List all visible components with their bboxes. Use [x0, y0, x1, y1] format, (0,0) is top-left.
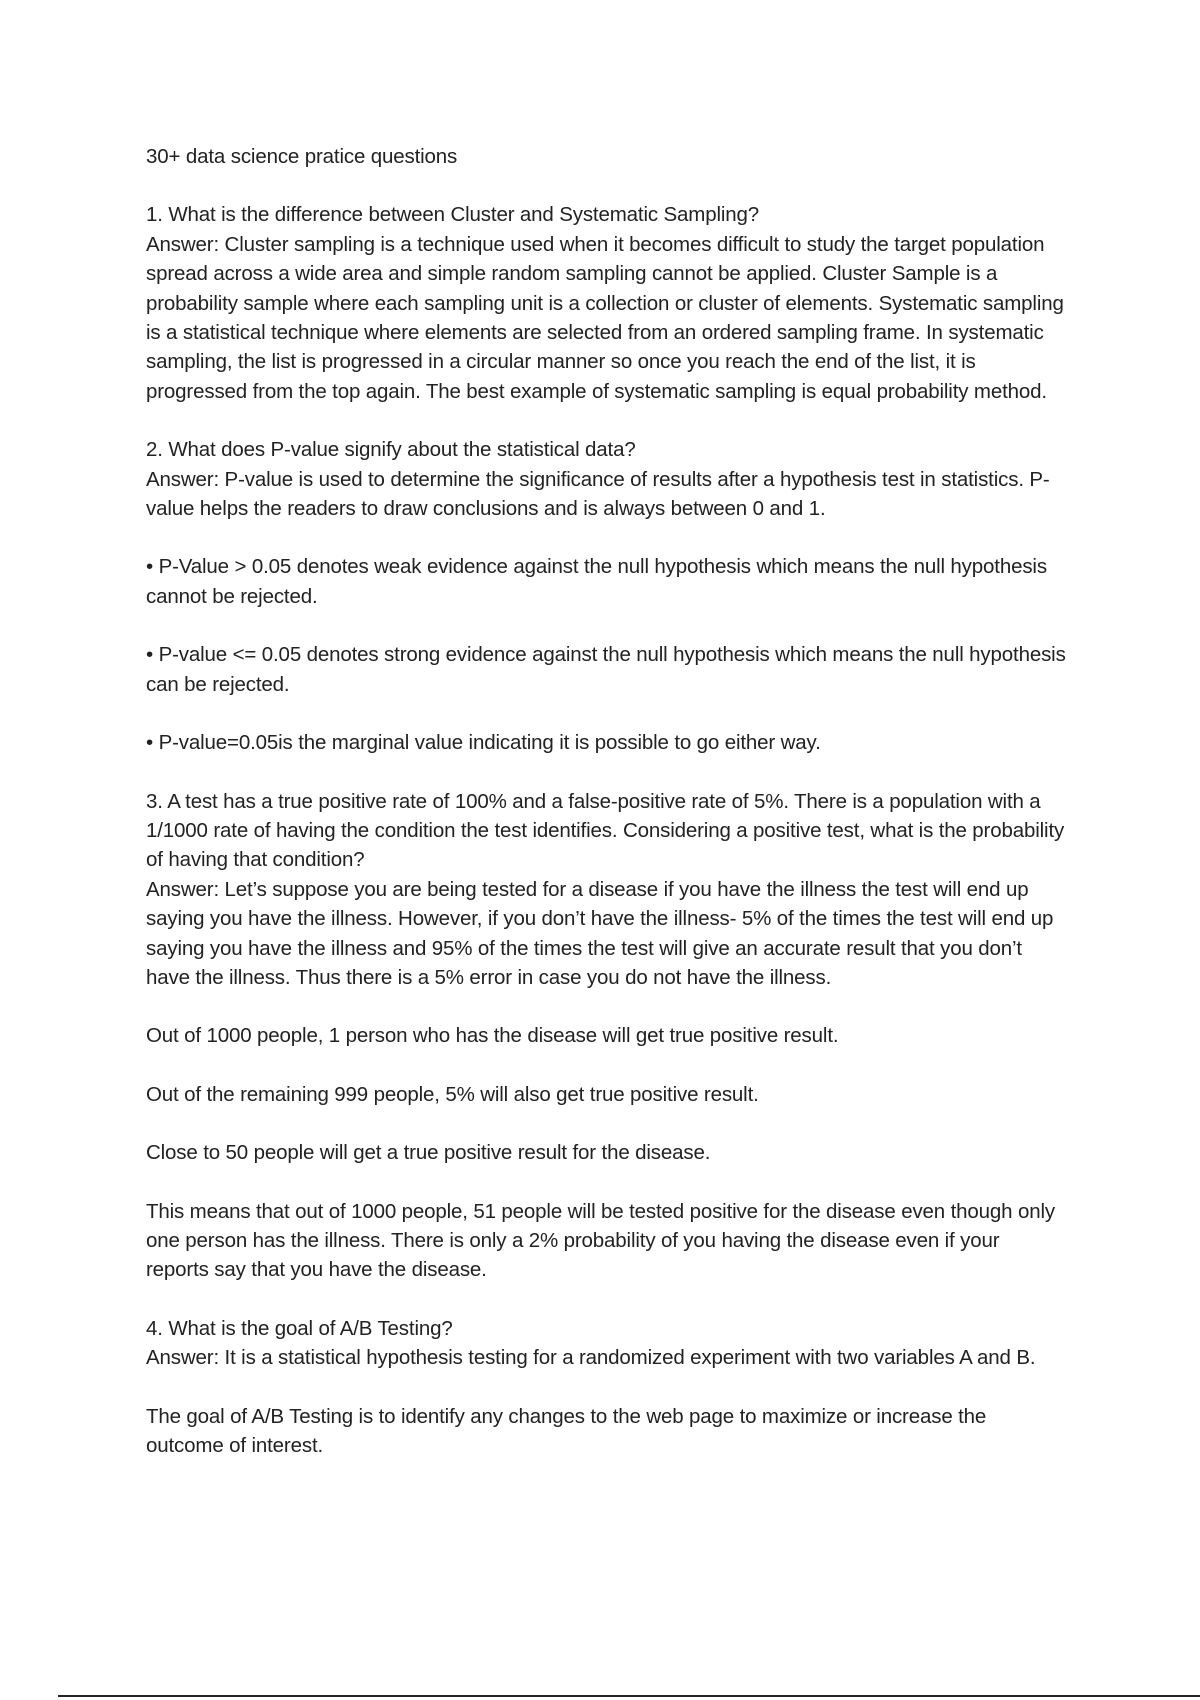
spacer: [146, 1051, 1066, 1080]
spacer: [146, 1168, 1066, 1197]
q4-paragraph-1: The goal of A/B Testing is to identify any changes to the web page to maximize or increase the outcome of interest.: [146, 1404, 987, 1457]
q2-bullet-3: • P-value=0.05is the marginal value indicating it is possible to go either way.: [146, 731, 821, 755]
spacer: [146, 699, 1066, 728]
q3-answer: Answer: Let’s suppose you are being tested for a disease if you have the illness the test will end up saying you have the illness. However, if you don’t have the illness- 5% of the times the test will end up saying you have the illness and 95% of the times the test will give an accurate result that you don’t have the illness. Thus there is a 5% error in case you do not have the illness.: [146, 877, 1054, 989]
q2-bullet-2: • P-value <= 0.05 denotes strong evidence against the null hypothesis which means the null hypothesis can be rejected.: [146, 643, 1066, 696]
spacer: [146, 611, 1066, 640]
spacer: [146, 1109, 1066, 1138]
q4-question: 4. What is the goal of A/B Testing?: [146, 1316, 453, 1340]
q2-question: 2. What does P-value signify about the statistical data?: [146, 438, 636, 462]
q2-answer: Answer: P-value is used to determine the significance of results after a hypothesis test in statistics. P-value helps the readers to draw conclusions and is always between 0 and 1.: [146, 467, 1050, 521]
document-page: [146, 142, 1066, 1460]
q1-answer: Answer: Cluster sampling is a technique used when it becomes difficult to study the target population spread across a wide area and simple random sampling cannot be applied. Cluster Sample is a probability sample where each sampling unit is a collection or cluster of elements. Systematic sampling is a statistical technique where elements are selected from an ordered sampling frame. In systematic sampling, the list is progressed in a circular manner so once you reach the end of the list, it is progressed from the top again. The best example of systematic sampling is equal probability method.: [146, 232, 1064, 403]
q3-paragraph-2: Out of the remaining 999 people, 5% will also get true positive result.: [146, 1082, 759, 1106]
spacer: [146, 406, 1066, 435]
q3-question: 3. A test has a true positive rate of 100% and a false-positive rate of 5%. There is a population with a 1/1000 rate of having the condition the test identifies. Considering a positive test, what is the probability of having that condition?: [146, 789, 1065, 872]
q1-question: 1. What is the difference between Cluster and Systematic Sampling?: [146, 203, 760, 227]
q4-answer: Answer: It is a statistical hypothesis testing for a randomized experiment with two variables A and B.: [146, 1346, 1036, 1370]
spacer: [146, 171, 1066, 200]
document-title: 30+ data science pratice questions: [146, 145, 458, 168]
spacer: [146, 1373, 1066, 1402]
q3-paragraph-1: Out of 1000 people, 1 person who has the disease will get true positive result.: [146, 1024, 839, 1048]
spacer: [146, 758, 1066, 787]
q2-bullet-1: • P-Value > 0.05 denotes weak evidence against the null hypothesis which means the null hypothesis cannot be rejected.: [146, 555, 1047, 608]
spacer: [146, 1285, 1066, 1314]
spacer: [146, 992, 1066, 1021]
spacer: [146, 523, 1066, 552]
bottom-divider: [58, 1695, 1200, 1697]
q3-paragraph-4: This means that out of 1000 people, 51 people will be tested positive for the disease even though only one person has the illness. There is only a 2% probability of you having the disease even if your reports say that you have the disease.: [146, 1199, 1055, 1282]
q3-paragraph-3: Close to 50 people will get a true positive result for the disease.: [146, 1141, 711, 1165]
